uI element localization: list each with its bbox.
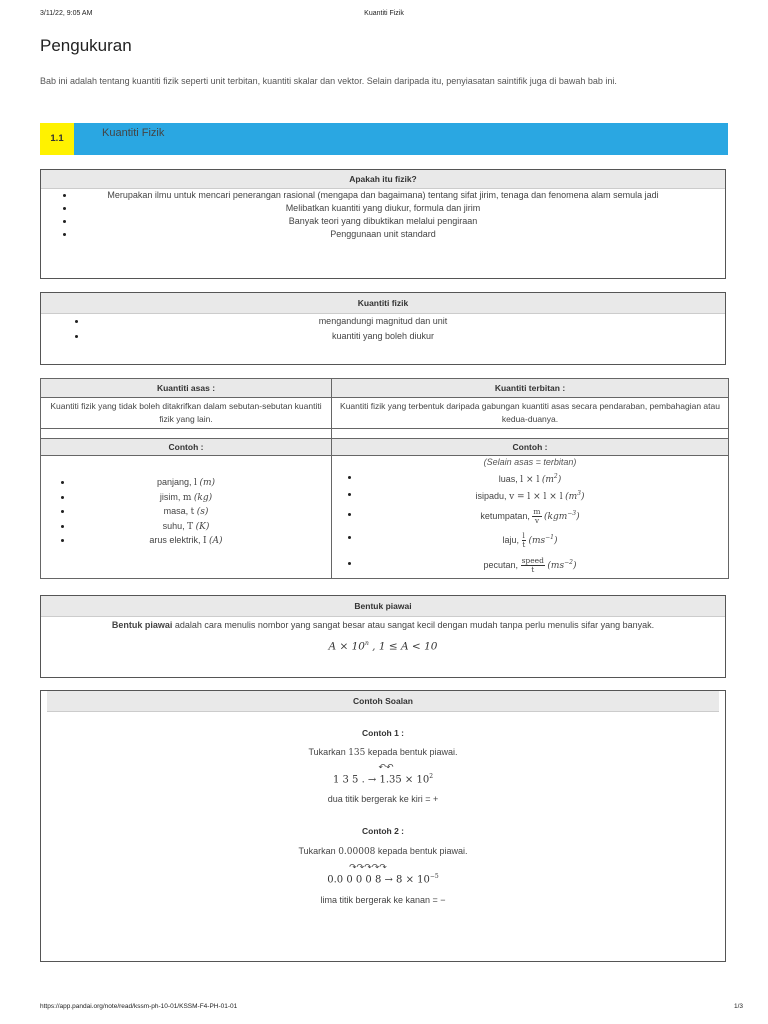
bullet-icon	[61, 539, 64, 542]
bullet-icon	[63, 220, 66, 223]
contoh-head-asas: Contoh :	[41, 439, 332, 456]
box-heading: Apakah itu fizik?	[41, 170, 725, 189]
fraction: $\frac{\text{speed}}{t}$	[521, 556, 544, 575]
list-item: ketumpatan, $\frac{m}{v}$ (kgm$^{-3}$)	[338, 504, 722, 527]
arrow-arcs-icon: ↷↷↷↷↷	[349, 862, 387, 873]
box-heading: Kuantiti fizik	[41, 293, 725, 314]
bullet-icon	[348, 513, 351, 516]
example-2-title: Contoh 2 :	[361, 826, 405, 837]
bullet-icon	[63, 233, 66, 236]
kuantiti-table	[40, 378, 729, 579]
list-item: pecutan, $\frac{\text{speed}}{t}$ $(ms^{-2})$	[338, 552, 722, 577]
bullet-icon	[61, 481, 64, 484]
bullet-icon	[61, 510, 64, 513]
list-item: Penggunaan unit standard	[83, 228, 683, 241]
box-heading: Bentuk piawai	[41, 596, 725, 617]
box-bentuk-piawai	[40, 595, 726, 678]
footer-page-number: 1/3	[733, 1003, 743, 1010]
list-item: mengandungi magnitud dan unit	[83, 314, 683, 329]
bullet-icon	[61, 525, 64, 528]
footer-url: https://app.pandai.org/note/read/kssm-ph-10-01/KSSM-F4-PH-01-01	[40, 1003, 238, 1010]
list-item: isipadu, v = l × l × l $(m^3)$	[338, 487, 722, 504]
asas-list	[47, 476, 325, 549]
piawai-formula: $A \times 10^n$ , 1 ≤ A < 10	[328, 640, 438, 653]
list-item: suhu, T (K)	[47, 520, 325, 535]
list-item: masa, t (s)	[47, 505, 325, 520]
bullet-icon	[348, 562, 351, 565]
example-2-question: Tukarkan 0.00008 kepada bentuk piawai.	[298, 846, 468, 858]
list-item: panjang, l (m)	[47, 476, 325, 491]
fraction: $\frac{l}{t}$	[522, 531, 526, 550]
arrow-arcs-icon: ↶↶	[378, 762, 394, 772]
example-1-note: dua titik bergerak ke kiri = +	[327, 794, 439, 805]
section-number: 1.1	[40, 123, 74, 155]
example-1-working: 1 3 5 . → $1.35 \times 10^2$	[332, 773, 434, 786]
bullet-icon	[61, 496, 64, 499]
asas-examples	[41, 456, 332, 579]
box-kuantiti-fizik	[40, 292, 726, 365]
example-2-working: 0.0 0 0 0 $8 \to 8 \times 10^{-5}$	[327, 873, 439, 886]
section-title: Kuantiti Fizik	[102, 127, 165, 139]
desc-terbitan: Kuantiti fizik yang terbentuk daripada gabungan kuantiti asas secara pendaraban, pembahagian atau kedua-duanya.	[332, 398, 729, 429]
bullet-icon	[75, 320, 78, 323]
section-header	[40, 123, 728, 155]
list-item: arus elektrik, I (A)	[47, 534, 325, 549]
list-item: kuantiti yang boleh diukur	[83, 329, 683, 344]
list-item: laju, $\frac{l}{t}$ $(ms^{-1})$	[338, 527, 722, 552]
box-contoh-soalan	[40, 690, 726, 962]
bullet-icon	[63, 194, 66, 197]
bullet-icon	[63, 207, 66, 210]
list-item: Merupakan ilmu untuk mencari penerangan rasional (mengapa dan bagaimana) tentang sifat jirim, tenaga dan fenomena alam semula jadi	[83, 189, 683, 202]
spacer-cell	[332, 429, 729, 439]
bullet-icon	[348, 493, 351, 496]
list-item: Banyak teori yang dibuktikan melalui pengiraan	[83, 215, 683, 228]
list-item: luas, l × l $(m^2)$	[338, 470, 722, 487]
kuantiti-list	[41, 314, 725, 344]
example-1-question: Tukarkan 135 kepada bentuk piawai.	[308, 747, 458, 758]
col-head-asas: Kuantiti asas :	[41, 379, 332, 398]
bullet-icon	[348, 476, 351, 479]
apakah-list	[41, 189, 725, 241]
print-doc-title: Kuantiti Fizik	[364, 10, 404, 17]
terbitan-examples	[332, 456, 729, 579]
example-1-title: Contoh 1 :	[361, 728, 405, 738]
list-item: Melibatkan kuantiti yang diukur, formula dan jirim	[83, 202, 683, 215]
terbitan-note: (Selain asas = terbitan)	[483, 457, 577, 467]
box-apakah-fizik	[40, 169, 726, 279]
piawai-definition: Bentuk piawai adalah cara menulis nombor yang sangat besar atau sangat kecil dengan mudah tanpa perlu menulis sifar yang banyak.	[111, 620, 655, 630]
page-title: Pengukuran	[40, 36, 132, 55]
example-2-note: lima titik bergerak ke kanan = −	[320, 894, 446, 905]
desc-asas: Kuantiti fizik yang tidak boleh ditakrifkan dalam sebutan-sebutan kuantiti fizik yang lain.	[41, 398, 332, 429]
bullet-icon	[348, 536, 351, 539]
contoh-head-terbitan: Contoh :	[332, 439, 729, 456]
print-datetime: 3/11/22, 9:05 AM	[40, 10, 93, 17]
bullet-icon	[75, 335, 78, 338]
terbitan-list	[338, 470, 722, 577]
spacer-cell	[41, 429, 332, 439]
list-item: jisim, m (kg)	[47, 491, 325, 506]
fraction: $\frac{m}{v}$	[533, 507, 541, 526]
intro-paragraph: Bab ini adalah tentang kuantiti fizik seperti unit terbitan, kuantiti skalar dan vektor. Selain daripada itu, penyiasatan saintifik juga di bawah bab ini.	[40, 76, 617, 86]
col-head-terbitan: Kuantiti terbitan :	[332, 379, 729, 398]
box-heading: Contoh Soalan	[47, 691, 719, 712]
